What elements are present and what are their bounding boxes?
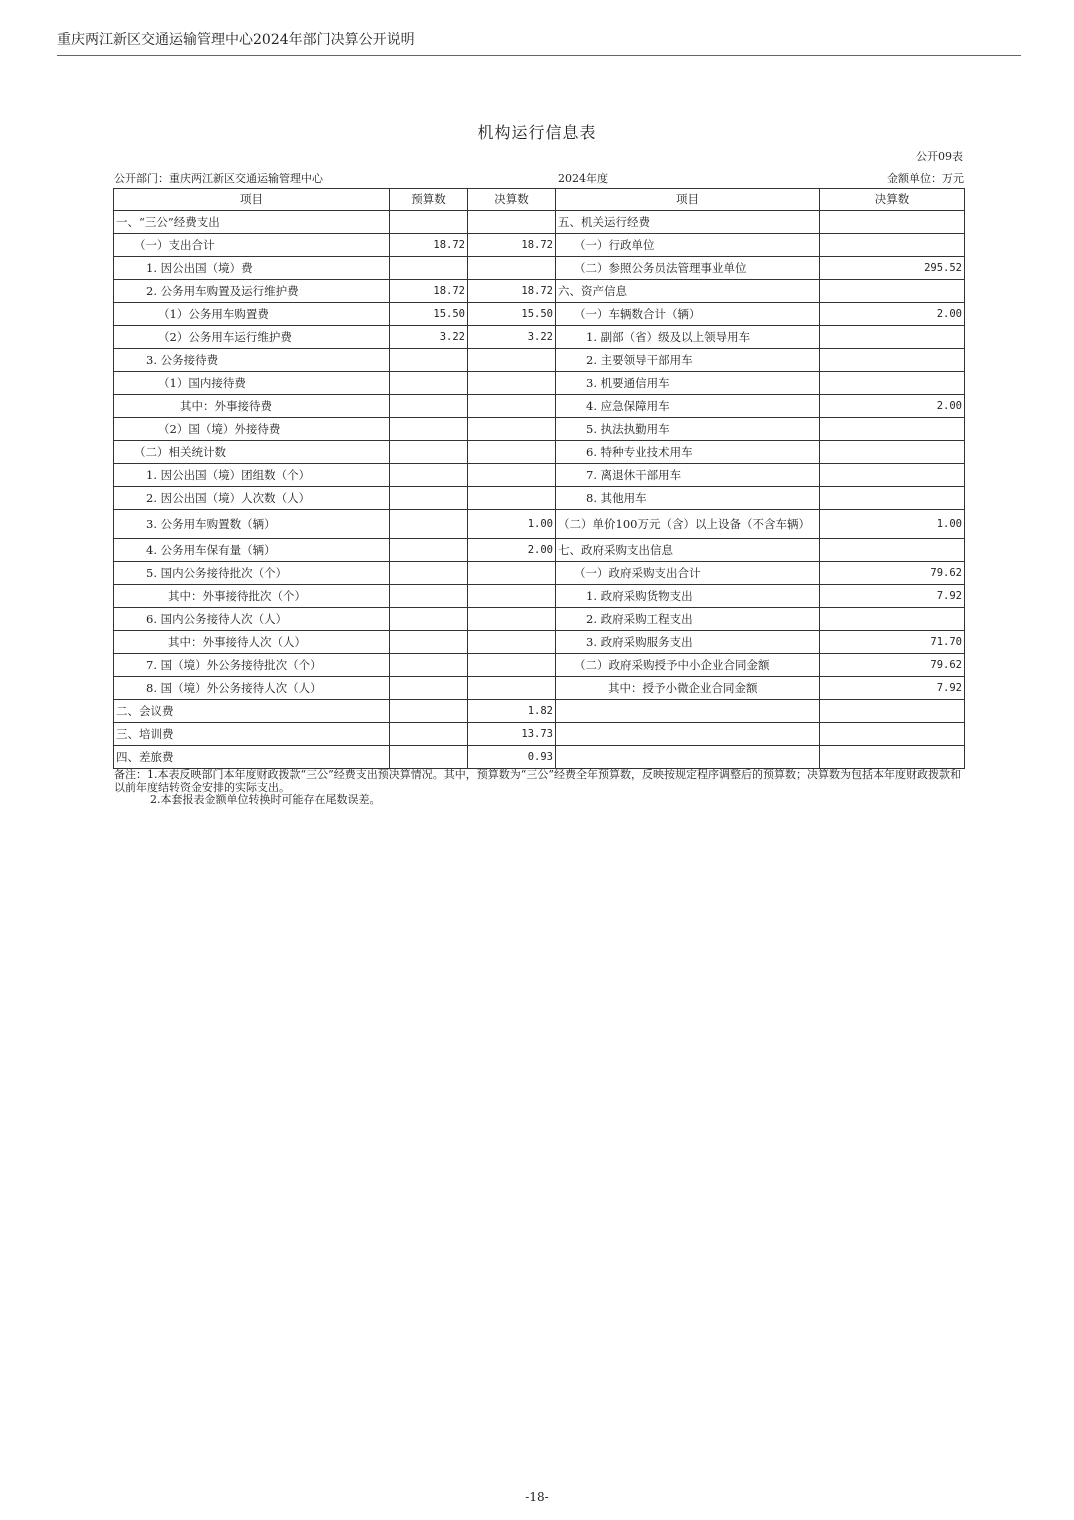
table-row: [114, 585, 965, 608]
row-actual-cell: [468, 608, 556, 631]
row-actual-cell: 2.00: [468, 539, 556, 562]
row-budget-cell: 3.22: [390, 326, 468, 349]
row-budget-cell: [390, 464, 468, 487]
row-actual-right-cell: [820, 418, 965, 441]
table-row: [114, 608, 965, 631]
row-budget-cell: [390, 395, 468, 418]
row-actual-right-cell: [820, 326, 965, 349]
row-actual-cell: 18.72: [468, 234, 556, 257]
row-actual-right-cell: [820, 723, 965, 746]
row-actual-right-cell: 7.92: [820, 677, 965, 700]
table-row: [114, 257, 965, 280]
row-item-right-cell: （一）政府采购支出合计: [556, 562, 820, 585]
row-item-cell: 三、培训费: [114, 723, 390, 746]
row-actual-right-cell: [820, 746, 965, 769]
row-actual-right-cell: 79.62: [820, 654, 965, 677]
row-item-cell: 二、会议费: [114, 700, 390, 723]
table-row: [114, 234, 965, 257]
row-item-right-cell: 5. 执法执勤用车: [556, 418, 820, 441]
row-budget-cell: [390, 654, 468, 677]
table-row: [114, 303, 965, 326]
row-item-cell: 2. 公务用车购置及运行维护费: [114, 280, 390, 303]
table-row: [114, 510, 965, 539]
row-actual-cell: [468, 631, 556, 654]
row-actual-cell: [468, 585, 556, 608]
row-actual-right-cell: [820, 211, 965, 234]
row-budget-cell: [390, 585, 468, 608]
row-item-cell: 1. 因公出国（境）费: [114, 257, 390, 280]
row-budget-cell: [390, 418, 468, 441]
page-header: [57, 30, 1021, 56]
row-item-right-cell: 7. 离退休干部用车: [556, 464, 820, 487]
table-row: [114, 372, 965, 395]
row-item-right-cell: 6. 特种专业技术用车: [556, 441, 820, 464]
row-item-cell: 4. 公务用车保有量（辆）: [114, 539, 390, 562]
row-item-cell: （2）国（境）外接待费: [114, 418, 390, 441]
row-actual-cell: 13.73: [468, 723, 556, 746]
row-item-cell: （2）公务用车运行维护费: [114, 326, 390, 349]
note-2: 2.本套报表金额单位转换时可能存在尾数误差。: [150, 793, 381, 806]
row-budget-cell: [390, 372, 468, 395]
row-item-right-cell: [556, 723, 820, 746]
row-actual-cell: 18.72: [468, 280, 556, 303]
row-budget-cell: [390, 677, 468, 700]
table-row: [114, 211, 965, 234]
row-item-right-cell: 1. 副部（省）级及以上领导用车: [556, 326, 820, 349]
row-item-right-cell: （一）车辆数合计（辆）: [556, 303, 820, 326]
row-actual-right-cell: [820, 234, 965, 257]
table-row: [114, 464, 965, 487]
row-budget-cell: [390, 723, 468, 746]
note-1: 备注：1.本表反映部门本年度财政拨款“三公”经费支出预决算情况。其中，预算数为“三公”经费全年预算数，反映按规定程序调整后的预算数；决算数为包括本年度财政拨款和以前年度结转资金安排的实际支出。: [114, 768, 961, 794]
row-item-cell: 1. 因公出国（境）团组数（个）: [114, 464, 390, 487]
row-actual-cell: 15.50: [468, 303, 556, 326]
table-row: [114, 723, 965, 746]
row-budget-cell: [390, 487, 468, 510]
row-budget-cell: [390, 441, 468, 464]
row-item-cell: 3. 公务接待费: [114, 349, 390, 372]
row-actual-right-cell: 2.00: [820, 303, 965, 326]
row-budget-cell: [390, 562, 468, 585]
row-item-cell: 6. 国内公务接待人次（人）: [114, 608, 390, 631]
col-header-budget: 预算数: [390, 189, 468, 211]
form-number: 公开09表: [916, 150, 963, 163]
row-budget-cell: [390, 510, 468, 539]
row-actual-right-cell: [820, 700, 965, 723]
row-item-cell: 其中：外事接待批次（个）: [114, 585, 390, 608]
row-budget-cell: [390, 349, 468, 372]
row-item-cell: 8. 国（境）外公务接待人次（人）: [114, 677, 390, 700]
col-header-actual: 决算数: [468, 189, 556, 211]
row-item-right-cell: 2. 政府采购工程支出: [556, 608, 820, 631]
table-row: [114, 631, 965, 654]
page-number: -18-: [525, 1490, 549, 1504]
row-item-cell: 一、“三公”经费支出: [114, 211, 390, 234]
row-item-right-cell: [556, 700, 820, 723]
table-row: [114, 487, 965, 510]
table-row: [114, 654, 965, 677]
row-item-right-cell: 七、政府采购支出信息: [556, 539, 820, 562]
row-budget-cell: 18.72: [390, 234, 468, 257]
row-item-right-cell: [556, 746, 820, 769]
row-actual-right-cell: [820, 539, 965, 562]
row-actual-cell: [468, 211, 556, 234]
row-budget-cell: [390, 608, 468, 631]
row-item-right-cell: （二）单价100万元（含）以上设备（不含车辆）: [556, 510, 820, 539]
row-item-cell: （1）国内接待费: [114, 372, 390, 395]
row-item-cell: 四、差旅费: [114, 746, 390, 769]
row-actual-right-cell: [820, 608, 965, 631]
row-item-cell: 其中：外事接待人次（人）: [114, 631, 390, 654]
table-row: [114, 349, 965, 372]
row-item-right-cell: 4. 应急保障用车: [556, 395, 820, 418]
row-actual-right-cell: [820, 349, 965, 372]
row-actual-cell: [468, 677, 556, 700]
row-actual-cell: [468, 487, 556, 510]
amount-unit: 金额单位：万元: [887, 172, 964, 185]
row-actual-right-cell: [820, 372, 965, 395]
row-actual-cell: 0.93: [468, 746, 556, 769]
row-item-right-cell: （二）参照公务员法管理事业单位: [556, 257, 820, 280]
row-budget-cell: [390, 700, 468, 723]
row-item-right-cell: （二）政府采购授予中小企业合同金额: [556, 654, 820, 677]
row-actual-cell: 3.22: [468, 326, 556, 349]
col-header-item-right: 项目: [556, 189, 820, 211]
table-row: [114, 562, 965, 585]
document-title: 重庆两江新区交通运输管理中心2024年部门决算公开说明: [57, 32, 415, 48]
table-body: [114, 211, 965, 769]
row-item-right-cell: 六、资产信息: [556, 280, 820, 303]
row-item-cell: 5. 国内公务接待批次（个）: [114, 562, 390, 585]
row-item-cell: （一）支出合计: [114, 234, 390, 257]
row-item-right-cell: 五、机关运行经费: [556, 211, 820, 234]
row-budget-cell: [390, 539, 468, 562]
row-item-right-cell: 3. 机要通信用车: [556, 372, 820, 395]
row-actual-cell: [468, 441, 556, 464]
table-row: [114, 746, 965, 769]
row-budget-cell: [390, 746, 468, 769]
row-budget-cell: 15.50: [390, 303, 468, 326]
row-actual-cell: [468, 418, 556, 441]
table-header-row: [114, 189, 965, 211]
row-item-cell: 其中：外事接待费: [114, 395, 390, 418]
table-row: [114, 418, 965, 441]
row-actual-right-cell: 7.92: [820, 585, 965, 608]
row-actual-cell: [468, 562, 556, 585]
publishing-department: 公开部门：重庆两江新区交通运输管理中心: [114, 172, 323, 185]
row-actual-cell: 1.00: [468, 510, 556, 539]
notes: [114, 769, 962, 807]
row-actual-cell: [468, 654, 556, 677]
row-item-cell: 3. 公务用车购置数（辆）: [114, 510, 390, 539]
table-meta: [114, 170, 964, 186]
row-actual-cell: [468, 372, 556, 395]
row-item-cell: （1）公务用车购置费: [114, 303, 390, 326]
row-item-right-cell: （一）行政单位: [556, 234, 820, 257]
row-budget-cell: [390, 257, 468, 280]
table-row: [114, 395, 965, 418]
row-actual-cell: [468, 257, 556, 280]
row-actual-right-cell: 295.52: [820, 257, 965, 280]
row-item-cell: （二）相关统计数: [114, 441, 390, 464]
row-actual-right-cell: 79.62: [820, 562, 965, 585]
row-item-right-cell: 8. 其他用车: [556, 487, 820, 510]
row-budget-cell: 18.72: [390, 280, 468, 303]
table-row: [114, 441, 965, 464]
table-row: [114, 700, 965, 723]
row-actual-right-cell: 2.00: [820, 395, 965, 418]
col-header-item: 项目: [114, 189, 390, 211]
row-actual-right-cell: 1.00: [820, 510, 965, 539]
row-actual-right-cell: [820, 487, 965, 510]
row-actual-right-cell: [820, 280, 965, 303]
fiscal-year: 2024年度: [558, 172, 608, 185]
table-row: [114, 539, 965, 562]
row-actual-cell: 1.82: [468, 700, 556, 723]
row-item-right-cell: 3. 政府采购服务支出: [556, 631, 820, 654]
row-item-right-cell: 1. 政府采购货物支出: [556, 585, 820, 608]
row-budget-cell: [390, 211, 468, 234]
row-budget-cell: [390, 631, 468, 654]
table-title: 机构运行信息表: [477, 123, 597, 142]
table-row: [114, 677, 965, 700]
row-item-right-cell: 2. 主要领导干部用车: [556, 349, 820, 372]
operation-info-table: [113, 188, 965, 769]
row-actual-right-cell: 71.70: [820, 631, 965, 654]
row-actual-cell: [468, 349, 556, 372]
col-header-actual-right: 决算数: [820, 189, 965, 211]
row-actual-cell: [468, 464, 556, 487]
row-actual-right-cell: [820, 441, 965, 464]
table-row: [114, 326, 965, 349]
row-item-cell: 2. 因公出国（境）人次数（人）: [114, 487, 390, 510]
row-item-cell: 7. 国（境）外公务接待批次（个）: [114, 654, 390, 677]
row-item-right-cell: 其中：授予小微企业合同金额: [556, 677, 820, 700]
row-actual-right-cell: [820, 464, 965, 487]
table-row: [114, 280, 965, 303]
row-actual-cell: [468, 395, 556, 418]
